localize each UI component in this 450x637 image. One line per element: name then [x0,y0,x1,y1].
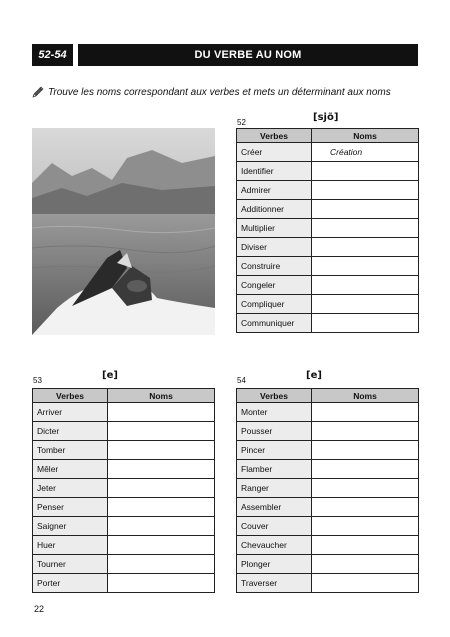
noun-answer-cell[interactable] [312,574,419,593]
verb-cell: Assembler [237,498,312,517]
table-row [237,403,419,422]
table-row [237,238,419,257]
exercise-range-badge: 52-54 [32,44,73,66]
noun-answer-cell[interactable] [312,479,419,498]
verb-cell: Jeter [33,479,108,498]
verb-cell: Pousser [237,422,312,441]
noun-answer-cell[interactable] [312,403,419,422]
table-row [237,276,419,295]
table-row [237,200,419,219]
verb-cell: Identifier [237,162,312,181]
noun-answer-cell[interactable] [108,441,215,460]
noun-answer-cell[interactable] [312,517,419,536]
noun-answer-cell[interactable] [312,555,419,574]
verb-cell: Créer [237,143,312,162]
page-number: 22 [34,604,45,614]
noun-answer-cell[interactable] [312,460,419,479]
table-row [237,422,419,441]
verb-noun-table [236,128,419,333]
table-row [237,555,419,574]
verb-cell: Arriver [33,403,108,422]
noun-answer-cell[interactable]: Création [312,143,419,162]
column-header-nouns: Noms [312,389,419,403]
noun-answer-cell[interactable] [312,219,419,238]
noun-answer-cell[interactable] [108,555,215,574]
table-row [237,314,419,333]
noun-answer-cell[interactable] [108,498,215,517]
noun-answer-cell[interactable] [312,295,419,314]
column-header-nouns: Noms [108,389,215,403]
table-row [237,517,419,536]
instruction-line [32,86,422,98]
verb-cell: Pincer [237,441,312,460]
phoneme-label: [e] [102,370,118,381]
pencil-icon [32,86,44,98]
table-row [237,574,419,593]
table-row [237,479,419,498]
verb-noun-table [236,388,419,593]
table-row [33,536,215,555]
table-row [237,441,419,460]
verb-cell: Chevaucher [237,536,312,555]
verb-cell: Traverser [237,574,312,593]
verb-cell: Dicter [33,422,108,441]
noun-answer-cell[interactable] [108,479,215,498]
noun-answer-cell[interactable] [312,162,419,181]
table-row [33,422,215,441]
verb-noun-table [32,388,215,593]
table-row [237,181,419,200]
noun-answer-cell[interactable] [108,422,215,441]
column-header-verbs: Verbes [237,129,312,143]
page-header [32,44,418,66]
table-row [33,403,215,422]
exercise-number: 54 [237,376,246,385]
exercise-number: 53 [33,376,42,385]
verb-cell: Mêler [33,460,108,479]
verb-cell: Tourner [33,555,108,574]
noun-answer-cell[interactable] [108,403,215,422]
verb-cell: Tomber [33,441,108,460]
column-header-verbs: Verbes [237,389,312,403]
noun-answer-cell[interactable] [312,536,419,555]
verb-cell: Diviser [237,238,312,257]
verb-cell: Penser [33,498,108,517]
verb-cell: Plonger [237,555,312,574]
verb-cell: Compliquer [237,295,312,314]
noun-answer-cell[interactable] [108,536,215,555]
verb-cell: Porter [33,574,108,593]
table-row [237,162,419,181]
noun-answer-cell[interactable] [108,460,215,479]
verb-cell: Construire [237,257,312,276]
noun-answer-cell[interactable] [312,422,419,441]
table-row [33,479,215,498]
table-row [33,460,215,479]
column-header-nouns: Noms [312,129,419,143]
table-row [237,536,419,555]
noun-answer-cell[interactable] [312,257,419,276]
verb-cell: Monter [237,403,312,422]
table-row [237,498,419,517]
noun-answer-cell[interactable] [108,574,215,593]
verb-cell: Ranger [237,479,312,498]
noun-answer-cell[interactable] [108,517,215,536]
table-row [33,441,215,460]
verb-cell: Communiquer [237,314,312,333]
noun-answer-cell[interactable] [312,238,419,257]
table-row [237,460,419,479]
table-row [33,498,215,517]
noun-answer-cell[interactable] [312,441,419,460]
verb-cell: Flamber [237,460,312,479]
table-row [33,574,215,593]
exercise-number: 52 [237,118,246,127]
instruction-text: Trouve les noms correspondant aux verbes et mets un déterminant aux noms [48,86,391,98]
column-header-verbs: Verbes [33,389,108,403]
page-title: DU VERBE AU NOM [78,44,418,66]
verb-cell: Additionner [237,200,312,219]
verb-cell: Admirer [237,181,312,200]
table-row [237,295,419,314]
phoneme-label: [e] [306,370,322,381]
phoneme-label: [sjõ] [313,112,339,123]
noun-answer-cell[interactable] [312,314,419,333]
whale-photo [32,128,215,335]
verb-cell: Couver [237,517,312,536]
verb-cell: Multiplier [237,219,312,238]
table-row [33,555,215,574]
table-row [33,517,215,536]
verb-cell: Saigner [33,517,108,536]
table-row [237,143,419,162]
noun-answer-cell[interactable] [312,498,419,517]
noun-answer-cell[interactable] [312,200,419,219]
noun-answer-cell[interactable] [312,276,419,295]
verb-cell: Huer [33,536,108,555]
table-row [237,219,419,238]
noun-answer-cell[interactable] [312,181,419,200]
verb-cell: Congeler [237,276,312,295]
table-row [237,257,419,276]
